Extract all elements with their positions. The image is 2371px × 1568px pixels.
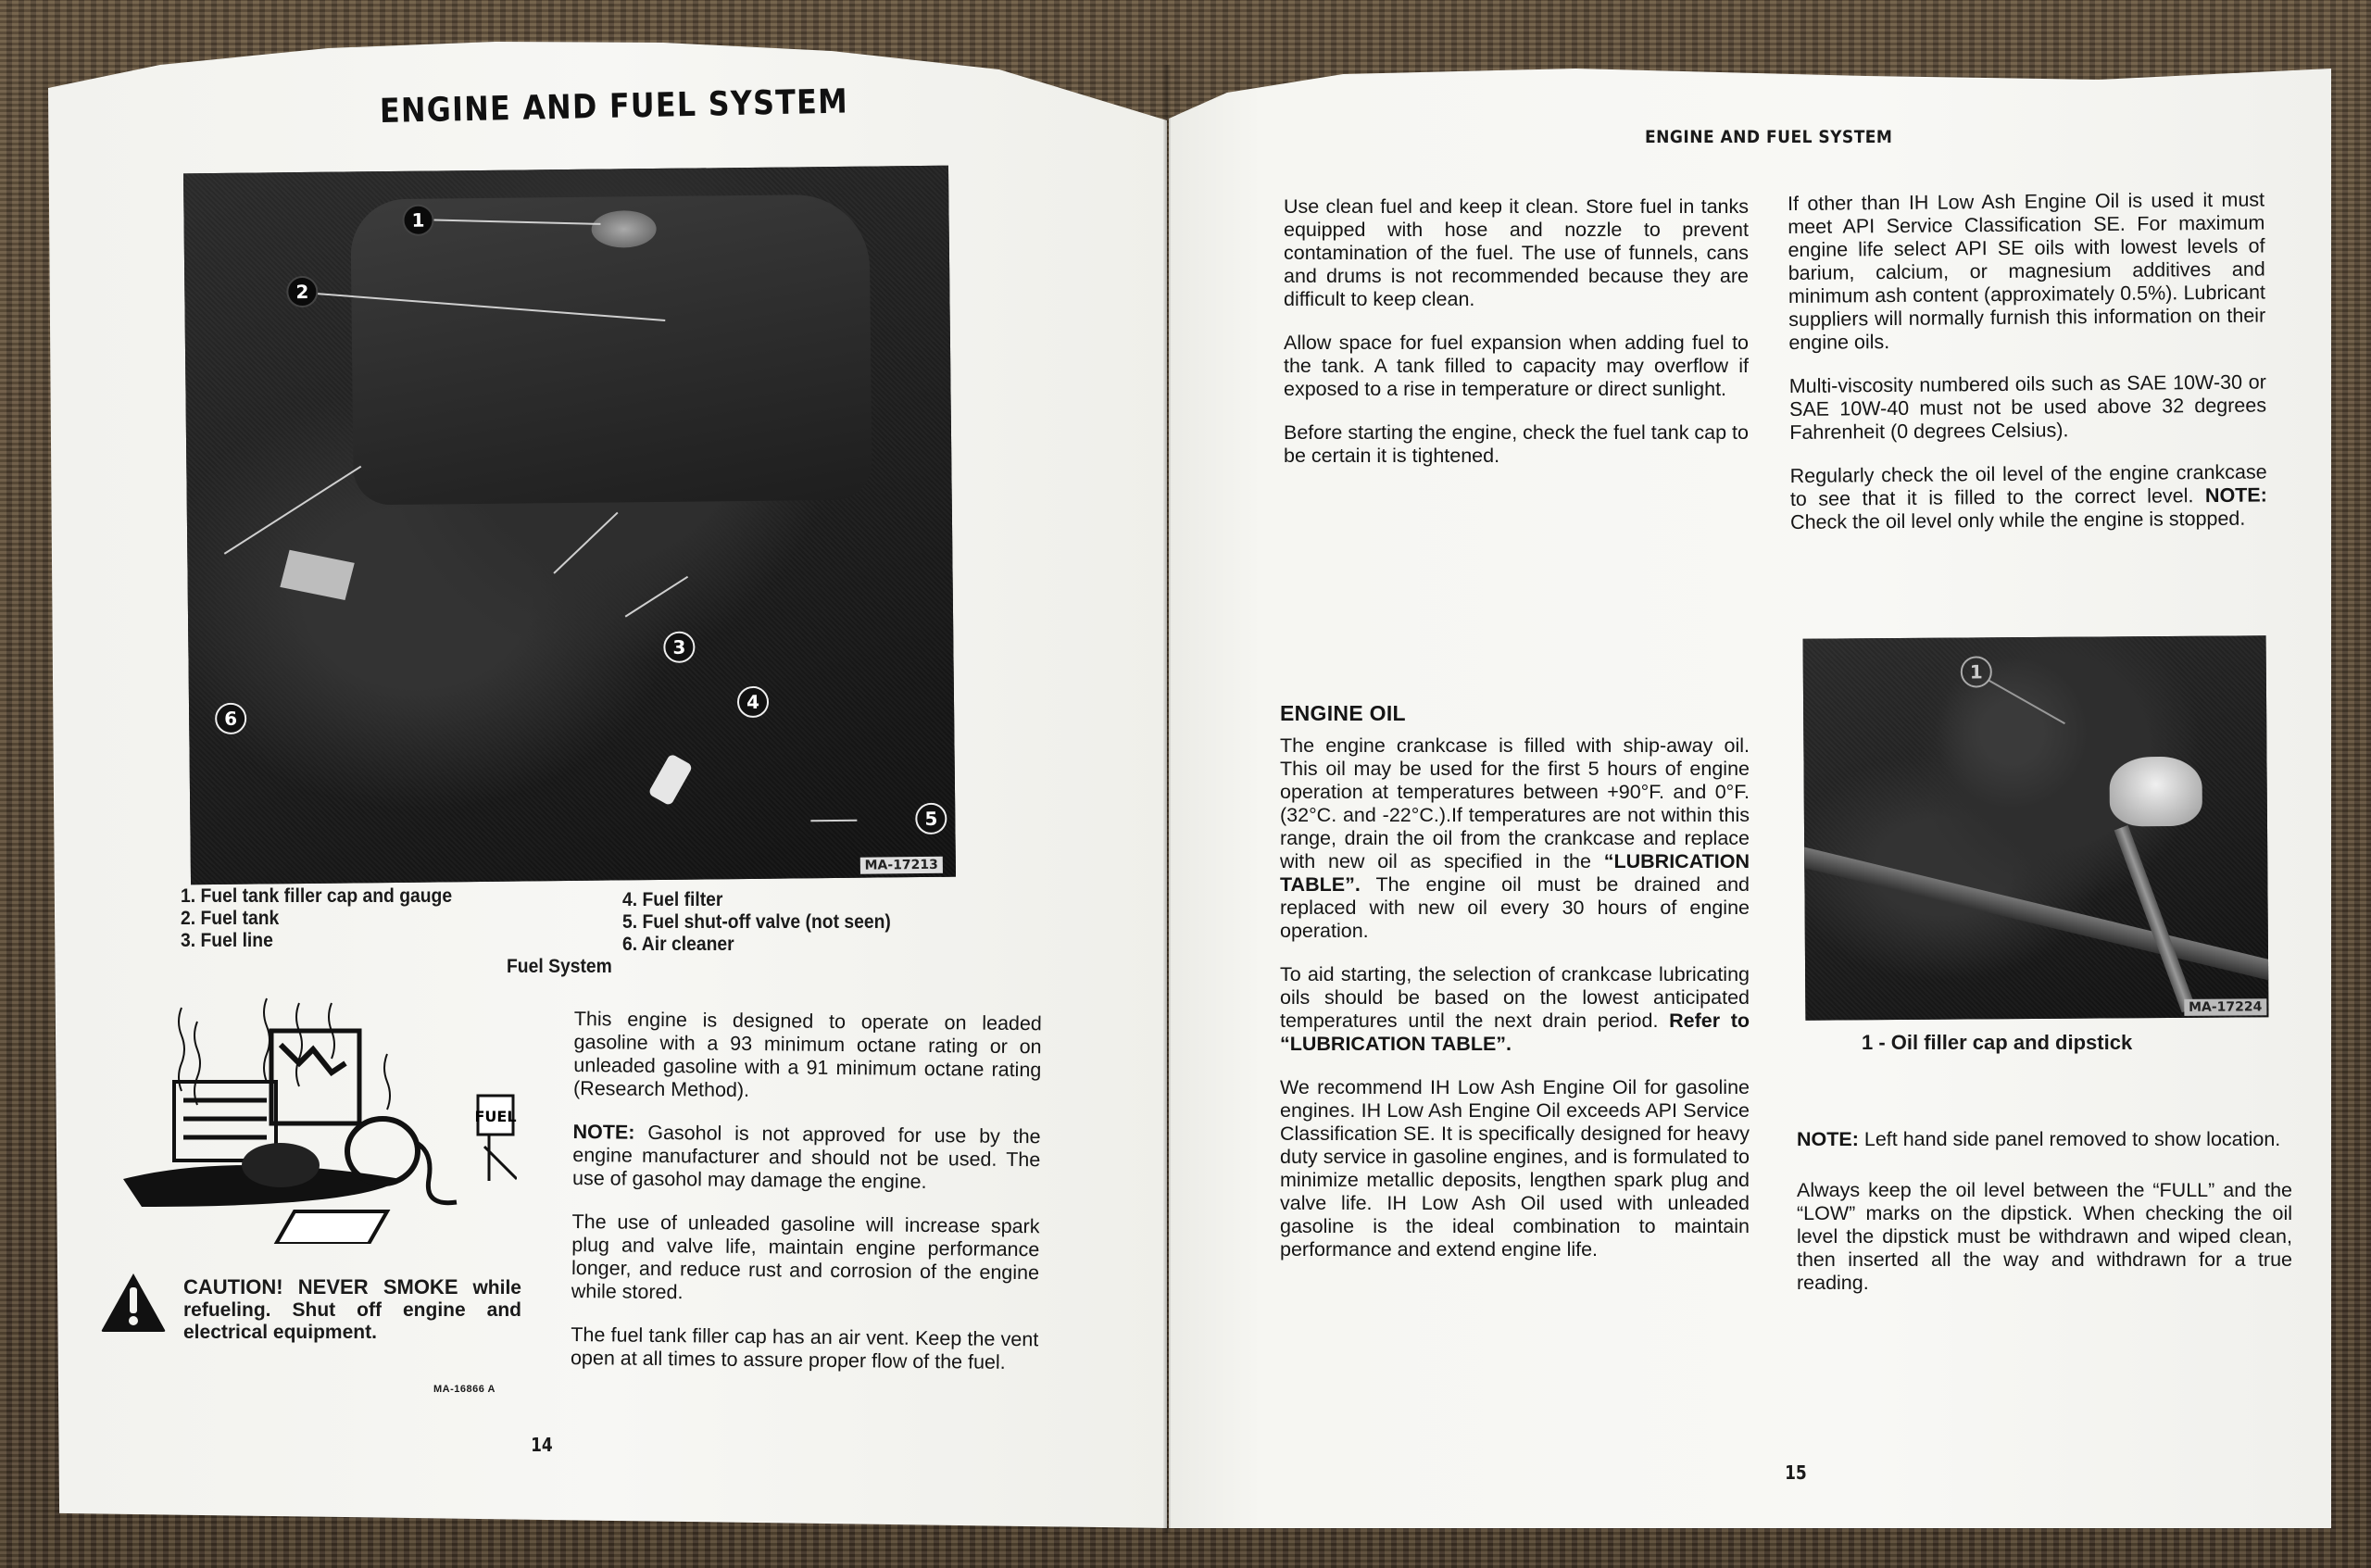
caution-lead: CAUTION! NEVER SMOKE	[183, 1275, 458, 1298]
book-gutter	[1163, 65, 1171, 1533]
smoke-line	[264, 998, 270, 1082]
paragraph-octane: This engine is designed to operate on leaded gasoline with a 93 minimum octane rating or on unleaded gasoline with a 91 minimum octane rating (Research Method).	[572, 1008, 1042, 1101]
smoke-line	[179, 1008, 184, 1091]
paragraph-expansion: Allow space for fuel expansion when adding fuel to the tank. A tank filled to capacity may overflow if exposed to a rise in temperature or direct sunlight.	[1284, 332, 1749, 400]
oil-filler-photo	[1803, 635, 2269, 1020]
callout-3: 3	[663, 632, 695, 663]
note-label: NOTE:	[1797, 1128, 1859, 1150]
text: Regularly check the oil level of the engine crankcase to see that it is filled to the correct level.	[1789, 460, 2267, 510]
cab-outline	[271, 1031, 359, 1123]
running-header: ENGINE AND FUEL SYSTEM	[1645, 127, 1893, 147]
fuel-system-photo	[183, 166, 956, 885]
grille	[183, 1100, 267, 1137]
fuel-hose	[415, 1142, 457, 1203]
paragraph-air-vent: The fuel tank filler cap has an air vent. Keep the vent open at all times to assure proper flow of the fuel.	[570, 1323, 1039, 1374]
paragraph-check-level	[1790, 460, 2268, 533]
note-label: NOTE:	[2204, 483, 2267, 508]
paragraph-clean-fuel: Use clean fuel and keep it clean. Store fuel in tanks equipped with hose and nozzle to prevent contamination of the fuel. The use of funnels, cans and drums is not recommended because they are difficult to keep clean.	[1284, 195, 1749, 310]
legend-item: 4. Fuel filter	[622, 889, 723, 910]
paragraph-panel-note	[1797, 1128, 2292, 1151]
section-heading-engine-oil: ENGINE OIL	[1280, 701, 1406, 725]
oil-cap-shape	[2109, 757, 2202, 827]
warning-triangle-icon	[100, 1272, 167, 1333]
note-text: Gasohol is not approved for use by the engine manufacturer and should not be used. The use of gasohol may damage the engine.	[571, 1121, 1041, 1193]
text: The engine crankcase is filled with ship-away oil. This oil may be used for the first 5 hours of engine operation at temperatures between +90°F. and 0°F. (32°C. and -22°C.).If temperatures are not within this range, drain the oil from the crankcase and replace with new oil as specified in the	[1280, 734, 1750, 872]
engine-oil-section	[1280, 702, 1750, 1282]
caution-message	[183, 1276, 521, 1344]
text: To aid starting, the selection of crankcase lubricating oils should be based on the lowest anticipated temperatures until the next drain period.	[1280, 963, 1750, 1032]
callout-5: 5	[915, 803, 947, 834]
paragraph-recommend-oil: We recommend IH Low Ash Engine Oil for gasoline engines. IH Low Ash Engine Oil exceeds API Service Classification SE. It is specifically designed for heavy duty service in gasoline engines, and is formulated to minimize metallic deposits, lengthen spark plug and valve life. IH Low Ash Oil used with unleaded gasoline is the ideal combination to maintain performance and extend engine life.	[1280, 1076, 1750, 1261]
burning-tractor-illustration	[109, 989, 517, 1244]
illustration-id: MA-16866 A	[433, 1384, 496, 1395]
paragraph-ship-away-oil	[1280, 734, 1750, 943]
fuel-sign-post	[484, 1135, 517, 1181]
paragraph-unleaded: The use of unleaded gasoline will increase spark plug and valve life, maintain engine performance longer, and reduce rust and corrosion of the engine while stored.	[571, 1210, 1040, 1304]
air-cleaner-label-shape	[280, 550, 354, 600]
oil-figure-caption: 1 - Oil filler cap and dipstick	[1862, 1031, 2133, 1054]
leader-line-4	[625, 576, 688, 618]
paragraph-aid-starting	[1280, 963, 1750, 1056]
figure-caption: Fuel System	[507, 956, 612, 977]
legend-item: 5. Fuel shut-off valve (not seen)	[622, 911, 891, 933]
legend-item: 3. Fuel line	[181, 930, 273, 951]
dipstick-tube-shape	[2114, 825, 2196, 1012]
callout-6: 6	[215, 703, 246, 734]
front-wheel	[242, 1143, 320, 1187]
callout-4: 4	[737, 686, 769, 718]
text: Left hand side panel removed to show location.	[1858, 1128, 2281, 1150]
leader-line-5	[810, 820, 857, 822]
smoke-line	[384, 1054, 390, 1110]
text: The engine oil must be drained and replaced with new oil every 30 hours of engine operation.	[1280, 873, 1750, 942]
dipstick-instructions	[1797, 1128, 2292, 1315]
cab-fire	[281, 1045, 345, 1073]
smoke-line	[296, 1003, 302, 1086]
figure-id: MA-17213	[859, 857, 942, 874]
paragraph-oil-level: Always keep the oil level between the “FULL” and the “LOW” marks on the dipstick. When checking the oil level the dipstick must be withdrawn and wiped clean, then inserted all the way and withdrawn for a true reading.	[1797, 1179, 2292, 1294]
paragraph-tank-cap: Before starting the engine, check the fuel tank cap to be certain it is tightened.	[1284, 421, 1749, 467]
legend-item: 2. Fuel tank	[181, 908, 280, 929]
text: Check the oil level only while the engine is stopped.	[1790, 507, 2246, 533]
paragraph-multi-viscosity: Multi-viscosity numbered oils such as SAE 10W-30 or SAE 10W-40 must not be used above 32 degrees Fahrenheit (0 degrees Celsius).	[1788, 370, 2267, 444]
figure-id: MA-17224	[2184, 998, 2266, 1016]
callout-2: 2	[286, 276, 318, 307]
leader-line-1	[1988, 679, 2065, 724]
rear-wheel	[347, 1119, 418, 1184]
figure-legend-col2	[622, 889, 891, 956]
fuel-care-column	[1284, 195, 1749, 488]
callout-1: 1	[402, 205, 433, 236]
caution-body: while refueling. Shut off engine and electrical equipment.	[183, 1277, 521, 1343]
page-number-right: 15	[1785, 1461, 1807, 1484]
leader-line-6	[224, 466, 362, 555]
leader-line-3	[553, 512, 618, 574]
fuel-filter-shape	[647, 753, 693, 806]
paragraph-api-spec: If other than IH Low Ash Engine Oil is used it must meet API Service Classification SE. For maximum engine life select API SE oils with lowest levels of barium, calcium, or magnesium additives and minimum ash content (approximately 0.5%). Lubricant suppliers will normally furnish this information on their engine oils.	[1788, 188, 2266, 354]
frame-rail-shape	[1803, 845, 2269, 986]
lubrication-table-ref: “LUBRICATION TABLE”.	[1280, 850, 1750, 896]
legend-item: 6. Air cleaner	[622, 934, 734, 955]
legend-item: 1. Fuel tank filler cap and gauge	[181, 885, 453, 907]
lubrication-table-ref: Refer to “LUBRICATION TABLE”.	[1280, 1010, 1750, 1055]
callout-1: 1	[1961, 656, 1992, 687]
oil-spec-column	[1788, 189, 2267, 555]
ramp	[276, 1211, 387, 1244]
fuel-sign-text: FUEL	[474, 1108, 517, 1125]
smoke-line	[194, 1022, 200, 1105]
figure-legend-col1	[181, 885, 452, 952]
paragraph-gasohol-note	[572, 1121, 1041, 1195]
page-number-left: 14	[531, 1434, 553, 1456]
note-label: NOTE:	[572, 1120, 635, 1144]
fuel-instructions	[571, 1008, 1042, 1395]
page-title: ENGINE AND FUEL SYSTEM	[379, 82, 849, 131]
